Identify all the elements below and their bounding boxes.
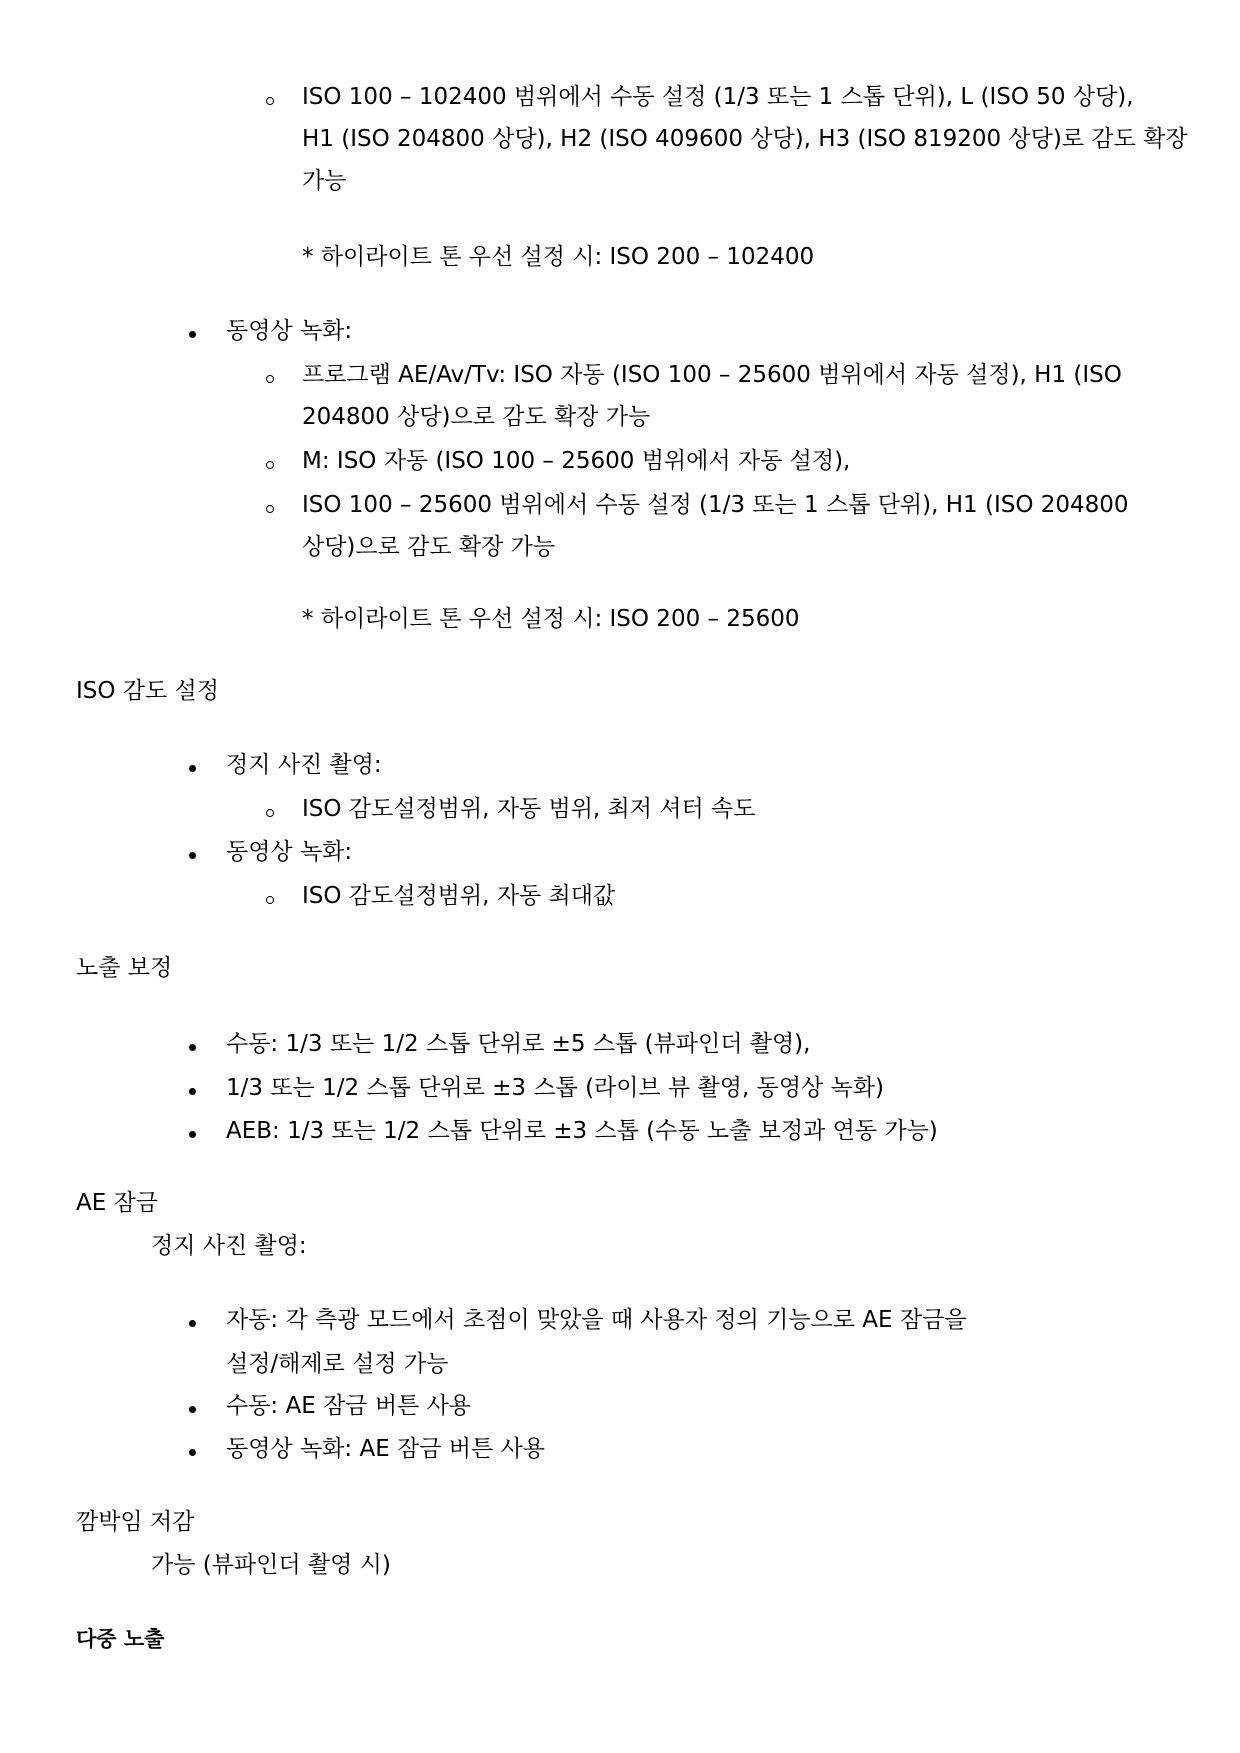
sub-bullet-icon — [266, 97, 274, 105]
text-line: M: ISO 자동 (ISO 100 – 25600 범위에서 자동 설정), — [302, 448, 851, 474]
bullet-icon — [189, 1320, 196, 1327]
list-item: 동영상 녹화: AE 잠금 버튼 사용 — [226, 1436, 545, 1462]
section-heading: 노출 보정 — [76, 955, 173, 981]
text-line: ISO 감도설정범위, 자동 최대값 — [302, 883, 616, 909]
bullet-icon — [189, 1449, 196, 1456]
text-line: 204800 상당)으로 감도 확장 가능 — [302, 404, 651, 430]
text-line: 프로그램 AE/Av/Tv: ISO 자동 (ISO 100 – 25600 범위에서 자동 설정), H1 (ISO — [302, 362, 1122, 388]
bullet-icon — [189, 1406, 196, 1413]
text-line: ISO 100 – 102400 범위에서 수동 설정 (1/3 또는 1 스톱 단위), L (ISO 50 상당), — [302, 84, 1134, 110]
bullet-icon — [189, 765, 196, 772]
list-label: 동영상 녹화: — [226, 318, 353, 344]
note-text: * 하이라이트 톤 우선 설정 시: ISO 200 – 25600 — [302, 606, 800, 632]
section-heading: ISO 감도 설정 — [76, 678, 219, 704]
sub-bullet-icon — [266, 375, 274, 383]
list-label: 정지 사진 촬영: — [226, 752, 382, 778]
list-item: AEB: 1/3 또는 1/2 스톱 단위로 ±3 스톱 (수동 노출 보정과 연동 가능) — [226, 1118, 938, 1144]
sub-bullet-icon — [266, 809, 274, 817]
text-line: ISO 감도설정범위, 자동 범위, 최저 셔터 속도 — [302, 796, 756, 822]
sub-bullet-icon — [266, 461, 274, 469]
note-text: * 하이라이트 톤 우선 설정 시: ISO 200 – 102400 — [302, 244, 815, 270]
sub-bullet-icon — [266, 896, 274, 904]
bullet-icon — [189, 1131, 196, 1138]
text-line: H1 (ISO 204800 상당), H2 (ISO 409600 상당), H3 (ISO 819200 상당)로 감도 확장 — [302, 126, 1188, 152]
section-heading: 다중 노출 — [76, 1627, 165, 1651]
text-line: ISO 100 – 25600 범위에서 수동 설정 (1/3 또는 1 스톱 단위), H1 (ISO 204800 — [302, 492, 1129, 518]
sub-bullet-icon — [266, 505, 274, 513]
text-line: 상당)으로 감도 확장 가능 — [302, 534, 556, 560]
list-item: 자동: 각 측광 모드에서 초점이 맞았을 때 사용자 정의 기능으로 AE 잠금을 — [226, 1307, 967, 1333]
text-line: 가능 — [302, 168, 347, 194]
section-heading: AE 잠금 — [76, 1190, 159, 1216]
list-item: 1/3 또는 1/2 스톱 단위로 ±3 스톱 (라이브 뷰 촬영, 동영상 녹화) — [226, 1075, 884, 1101]
list-item: 수동: 1/3 또는 1/2 스톱 단위로 ±5 스톱 (뷰파인더 촬영), — [226, 1031, 811, 1057]
bullet-icon — [189, 331, 196, 338]
sub-heading: 정지 사진 촬영: — [151, 1233, 307, 1259]
bullet-icon — [189, 1044, 196, 1051]
section-heading: 깜박임 저감 — [76, 1509, 195, 1535]
list-label: 동영상 녹화: — [226, 839, 353, 865]
list-item: 수동: AE 잠금 버튼 사용 — [226, 1393, 472, 1419]
bullet-icon — [189, 1088, 196, 1095]
bullet-icon — [189, 852, 196, 859]
body-text: 가능 (뷰파인더 촬영 시) — [151, 1552, 391, 1578]
text-line: 설정/해제로 설정 가능 — [226, 1351, 449, 1377]
